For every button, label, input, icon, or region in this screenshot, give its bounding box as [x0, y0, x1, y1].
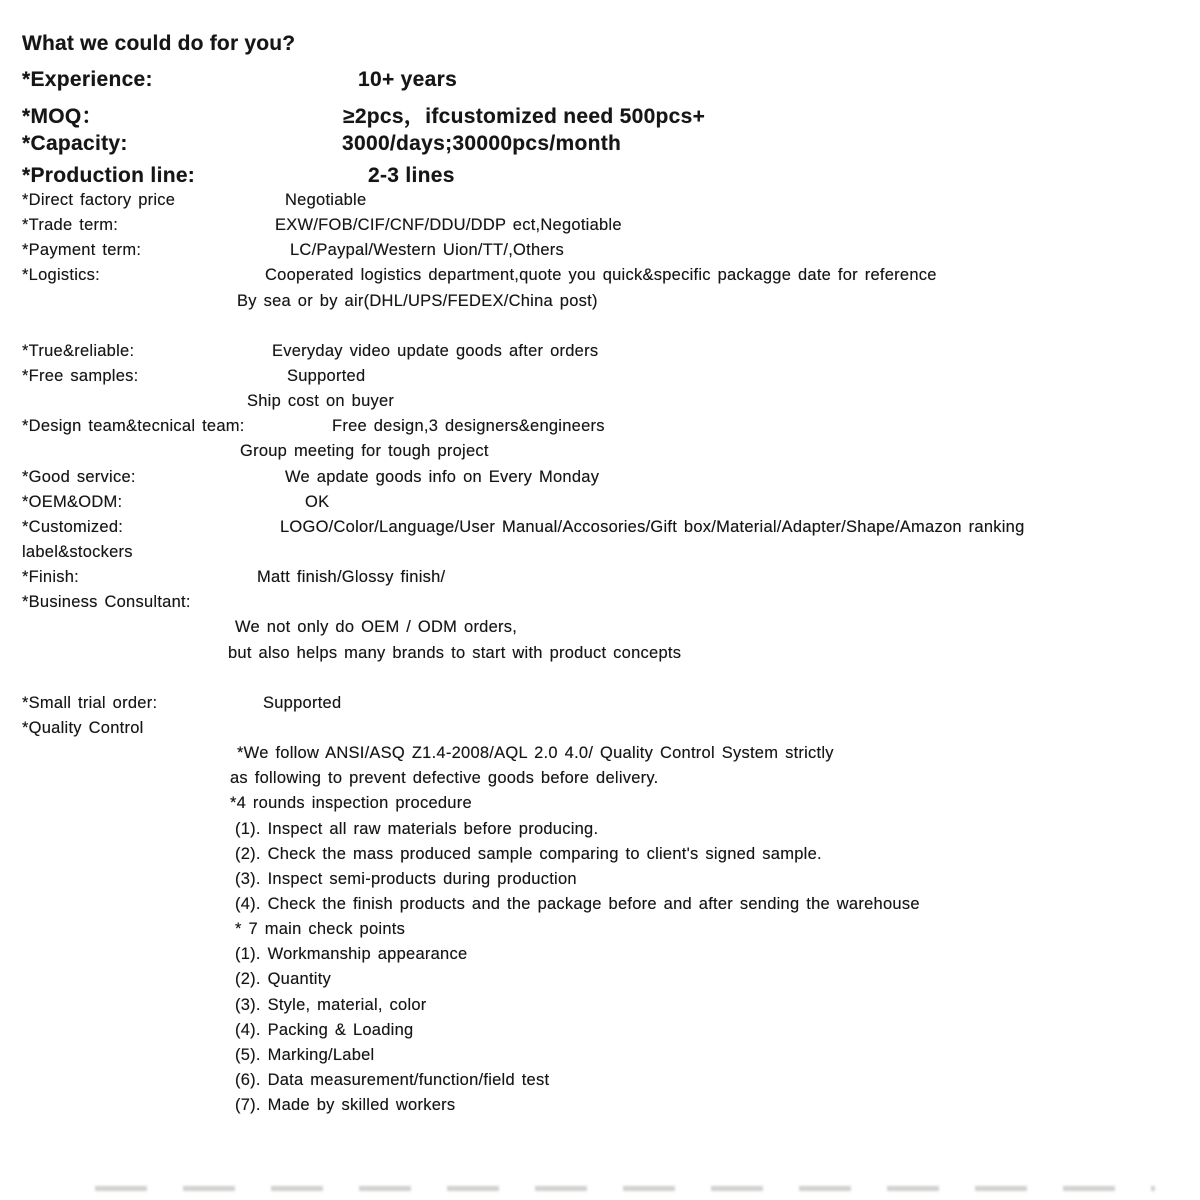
- row-business-consultant-line1: [0, 618, 1200, 643]
- row-free-samples-continued: [0, 392, 1200, 417]
- row-inspection-4: [0, 895, 1200, 920]
- row-qc-system: [0, 744, 1200, 769]
- row-value: 3000/days;30000pcs/month: [342, 132, 622, 155]
- row-value: Ship cost on buyer: [247, 392, 395, 411]
- row-value: We apdate goods info on Every Monday: [285, 467, 600, 486]
- row-payment-term: [0, 241, 1200, 266]
- row-value: Supported: [263, 693, 342, 712]
- row-label: *Small trial order:: [22, 693, 158, 712]
- row-value: Supported: [287, 366, 366, 385]
- row-customized-continued: [0, 543, 1200, 568]
- row-check-point-6: [0, 1071, 1200, 1096]
- row-value: By sea or by air(DHL/UPS/FEDEX/China post): [237, 291, 598, 310]
- row-value: (1). Inspect all raw materials before producing.: [235, 819, 599, 838]
- row-label: *MOQ：: [22, 105, 103, 128]
- row-small-trial-order: [0, 694, 1200, 719]
- row-label: *Production line:: [22, 164, 196, 187]
- row-value: (2). Check the mass produced sample comparing to client's signed sample.: [235, 844, 822, 863]
- row-value: (4). Packing & Loading: [235, 1020, 414, 1039]
- row-value: (7). Made by skilled workers: [235, 1096, 456, 1115]
- highlight-row-experience: [0, 68, 1200, 96]
- row-check-point-1: [0, 945, 1200, 970]
- document-body: [0, 191, 1200, 1121]
- row-design-team-continued: [0, 442, 1200, 467]
- row-inspection-2: [0, 845, 1200, 870]
- blank-line: [0, 317, 1200, 342]
- row-value: 10+ years: [358, 68, 458, 91]
- row-customized: [0, 518, 1200, 543]
- row-free-samples: [0, 367, 1200, 392]
- row-label: *Customized:: [22, 517, 124, 536]
- row-label: *Good service:: [22, 467, 136, 486]
- row-check-point-7: [0, 1096, 1200, 1121]
- row-true-reliable: [0, 342, 1200, 367]
- row-business-consultant: [0, 593, 1200, 618]
- row-value: Group meeting for tough project: [240, 442, 489, 461]
- row-check-points-heading: [0, 920, 1200, 945]
- row-value: Matt finish/Glossy finish/: [257, 568, 446, 587]
- row-qc-system-continued: [0, 769, 1200, 794]
- row-check-point-4: [0, 1021, 1200, 1046]
- row-finish: [0, 568, 1200, 593]
- row-label: label&stockers: [22, 542, 133, 561]
- row-label: *Business Consultant:: [22, 593, 191, 612]
- row-check-point-3: [0, 996, 1200, 1021]
- row-value: Negotiable: [285, 191, 367, 209]
- highlight-row-production-line: [0, 164, 1200, 192]
- row-value: as following to prevent defective goods before delivery.: [230, 769, 659, 788]
- row-value: (3). Inspect semi-products during production: [235, 869, 577, 888]
- row-business-consultant-line2: [0, 644, 1200, 669]
- row-check-point-5: [0, 1046, 1200, 1071]
- row-value: Free design,3 designers&engineers: [332, 417, 605, 436]
- blank-line: [0, 669, 1200, 694]
- row-label: *OEM&ODM:: [22, 492, 123, 511]
- row-logistics: [0, 266, 1200, 291]
- highlight-row-moq: [0, 100, 1200, 128]
- row-label: *Direct factory price: [22, 191, 176, 209]
- row-value: OK: [305, 492, 330, 511]
- row-label: *Payment term:: [22, 241, 142, 260]
- row-label: *Free samples:: [22, 366, 139, 385]
- row-check-point-2: [0, 970, 1200, 995]
- row-quality-control: [0, 719, 1200, 744]
- row-value: (3). Style, material, color: [235, 995, 427, 1014]
- row-value: (5). Marking/Label: [235, 1045, 375, 1064]
- row-value: We not only do OEM / ODM orders,: [235, 618, 518, 637]
- row-oem-odm: [0, 493, 1200, 518]
- row-label: *Finish:: [22, 568, 80, 587]
- row-label: *True&reliable:: [22, 341, 135, 360]
- row-label: *Design team&tecnical team:: [22, 417, 245, 436]
- highlight-row-capacity: [0, 132, 1200, 160]
- row-value: (4). Check the finish products and the package before and after sending the warehouse: [235, 894, 920, 913]
- row-label: *Logistics:: [22, 266, 100, 285]
- row-value: LC/Paypal/Western Uion/TT/,Others: [290, 241, 565, 260]
- row-value: (1). Workmanship appearance: [235, 945, 468, 964]
- row-value: * 7 main check points: [235, 920, 406, 939]
- row-value: LOGO/Color/Language/User Manual/Accosories/Gift box/Material/Adapter/Shape/Amazon ranking: [280, 517, 1025, 536]
- row-value: Cooperated logistics department,quote you quick&specific packagge date for reference: [265, 266, 937, 285]
- page-heading: What we could do for you?: [22, 32, 296, 55]
- row-value: 2-3 lines: [368, 164, 455, 187]
- row-logistics-continued: [0, 292, 1200, 317]
- row-value: Everyday video update goods after orders: [272, 341, 599, 360]
- row-good-service: [0, 468, 1200, 493]
- row-value: EXW/FOB/CIF/CNF/DDU/DDP ect,Negotiable: [275, 216, 622, 235]
- row-value: ≥2pcs，ifcustomized need 500pcs+: [343, 105, 706, 128]
- row-inspection-3: [0, 870, 1200, 895]
- row-label: *Capacity:: [22, 132, 128, 155]
- row-value: but also helps many brands to start with product concepts: [228, 643, 682, 662]
- cutoff-text-artifact: [95, 1186, 1155, 1191]
- row-label: *Experience:: [22, 68, 153, 91]
- row-label: *Quality Control: [22, 718, 144, 737]
- row-direct-factory-price: [0, 191, 1200, 216]
- row-trade-term: [0, 216, 1200, 241]
- row-value: (2). Quantity: [235, 970, 332, 989]
- row-label: *Trade term:: [22, 216, 119, 235]
- row-inspection-procedure-heading: [0, 794, 1200, 819]
- row-value: *We follow ANSI/ASQ Z1.4-2008/AQL 2.0 4.0/ Quality Control System strictly: [237, 744, 834, 763]
- row-design-team: [0, 417, 1200, 442]
- row-value: *4 rounds inspection procedure: [230, 794, 472, 813]
- row-inspection-1: [0, 820, 1200, 845]
- row-value: (6). Data measurement/function/field test: [235, 1070, 550, 1089]
